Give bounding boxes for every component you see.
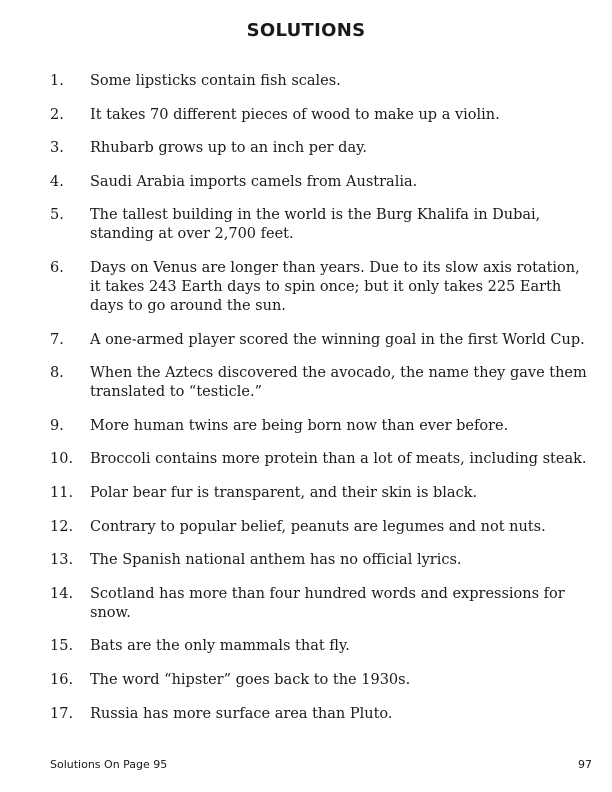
item-text: Rhubarb grows up to an inch per day. — [90, 140, 367, 157]
item-text: Broccoli contains more protein than a lot of meats, including steak. — [90, 451, 587, 468]
item-number: 2. — [50, 106, 64, 123]
item-text: When the Aztecs discovered the avocado, the name they gave them translated to “testicle.” — [90, 365, 587, 401]
item-number: 17. — [50, 705, 74, 722]
item-number: 13. — [50, 552, 74, 569]
list-item — [50, 417, 590, 436]
list-item — [50, 450, 590, 469]
list-item — [50, 585, 590, 623]
page-number: 97 — [578, 758, 592, 771]
item-number: 16. — [50, 671, 74, 688]
item-text: Russia has more surface area than Pluto. — [90, 705, 393, 722]
item-number: 12. — [50, 518, 74, 535]
list-item — [50, 259, 590, 316]
footer-solutions-reference: Solutions On Page 95 — [50, 758, 168, 771]
item-number: 15. — [50, 638, 74, 655]
item-text: Bats are the only mammals that fly. — [90, 638, 350, 655]
item-text: A one-armed player scored the winning goal in the first World Cup. — [90, 331, 585, 348]
item-text: Saudi Arabia imports camels from Australia. — [90, 173, 418, 190]
item-number: 6. — [50, 259, 64, 276]
item-text: Some lipsticks contain fish scales. — [90, 73, 341, 89]
list-item — [50, 106, 590, 125]
item-text: It takes 70 different pieces of wood to make up a violin. — [90, 106, 500, 123]
item-text: Contrary to popular belief, peanuts are legumes and not nuts. — [90, 518, 546, 535]
item-number: 10. — [50, 451, 74, 468]
item-number: 5. — [50, 207, 64, 224]
list-item — [50, 139, 590, 158]
item-text: Polar bear fur is transparent, and their skin is black. — [90, 484, 478, 501]
item-number: 8. — [50, 365, 64, 382]
item-number: 14. — [50, 585, 74, 602]
list-item — [50, 671, 590, 690]
item-number: 11. — [50, 484, 74, 501]
page-title: SOLUTIONS — [246, 20, 366, 41]
list-item — [50, 637, 590, 656]
item-number: 9. — [50, 417, 64, 434]
item-text: Scotland has more than four hundred words and expressions for snow. — [90, 585, 565, 621]
list-item — [50, 206, 590, 244]
list-item — [50, 72, 590, 91]
list-item — [50, 331, 590, 350]
list-item — [50, 364, 590, 402]
item-number: 7. — [50, 331, 64, 348]
solutions-list — [50, 72, 590, 738]
list-item — [50, 551, 590, 570]
list-item — [50, 705, 590, 724]
item-number: 3. — [50, 140, 64, 157]
list-item — [50, 173, 590, 192]
item-text: Days on Venus are longer than years. Due to its slow axis rotation, it takes 243 Earth days to spin once; but it only takes 225 Earth days to go around the sun. — [90, 259, 580, 314]
item-number: 4. — [50, 173, 64, 190]
list-item — [50, 484, 590, 503]
item-text: The word “hipster” goes back to the 1930s. — [90, 671, 411, 688]
item-number: 1. — [50, 73, 64, 89]
item-text: The tallest building in the world is the Burg Khalifa in Dubai, standing at over 2,700 feet. — [90, 207, 541, 243]
item-text: The Spanish national anthem has no official lyrics. — [90, 552, 462, 569]
item-text: More human twins are being born now than ever before. — [90, 417, 509, 434]
list-item — [50, 518, 590, 537]
